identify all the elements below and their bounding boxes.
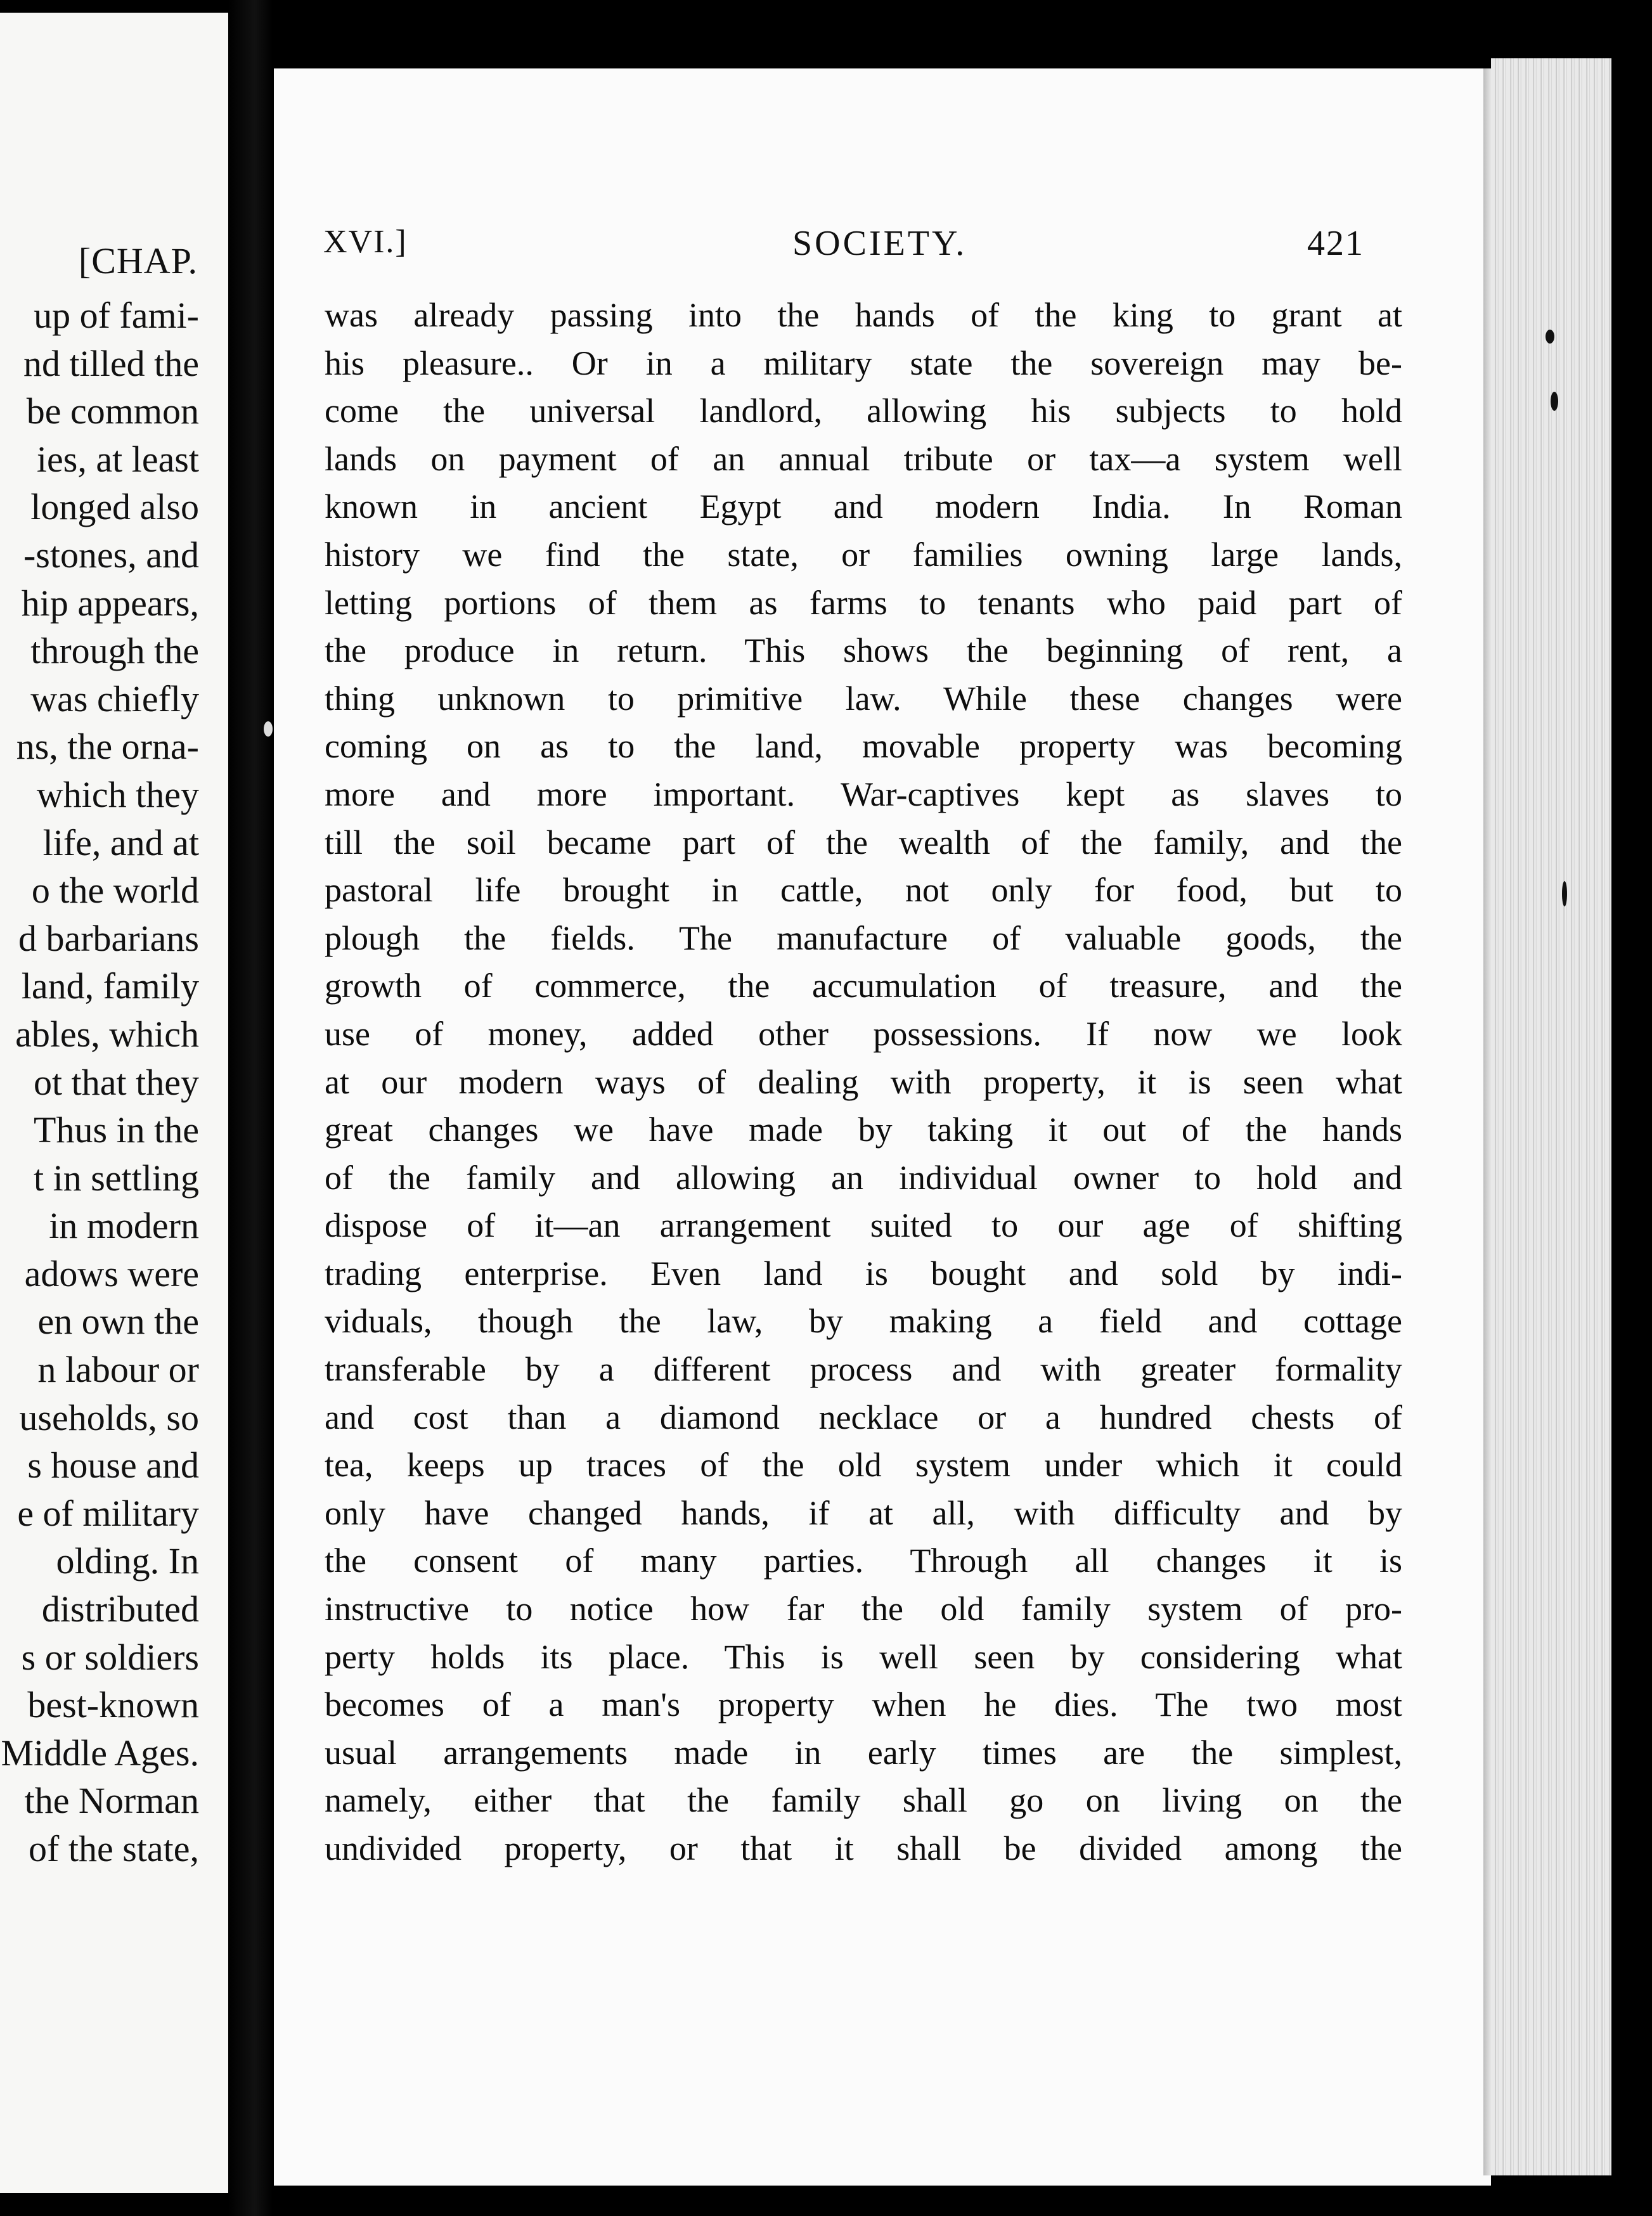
book-page xyxy=(274,68,1491,2186)
left-text-line: n labour or xyxy=(37,1349,199,1391)
text-line: plough the fields. The manufacture of valuable goods, the xyxy=(325,918,1402,957)
text-line: lands on payment of an annual tribute or tax—a system well xyxy=(325,439,1402,478)
left-text-line: en own the xyxy=(37,1301,199,1343)
left-text-line: t in settling xyxy=(34,1157,199,1199)
text-line: at our modern ways of dealing with property, it is seen what xyxy=(325,1062,1402,1101)
text-line: becomes of a man's property when he dies. The two most xyxy=(325,1685,1402,1724)
left-text-line: life, and at xyxy=(42,821,199,863)
text-line: only have changed hands, if at all, with difficulty and by xyxy=(325,1493,1402,1532)
left-text-line: longed also xyxy=(30,486,199,528)
text-line: and cost than a diamond necklace or a hundred chests of xyxy=(325,1398,1402,1436)
page-body-text xyxy=(325,292,1402,1873)
text-line: of the family and allowing an individual owner to hold and xyxy=(325,1158,1402,1197)
text-line: dispose of it—an arrangement suited to our age of shifting xyxy=(325,1206,1402,1245)
left-text-line: -stones, and xyxy=(23,534,199,576)
scan-speck xyxy=(1551,392,1558,411)
left-text-line: Middle Ages. xyxy=(1,1732,199,1774)
left-text-line: Thus in the xyxy=(34,1109,199,1151)
text-line: usual arrangements made in early times are the simplest, xyxy=(325,1733,1402,1772)
text-line: history we find the state, or families owning large lands, xyxy=(325,535,1402,574)
left-text-line: land, family xyxy=(21,965,199,1007)
text-line: growth of commerce, the accumulation of treasure, and the xyxy=(325,967,1402,1005)
text-line: more and more important. War-captives kept as slaves to xyxy=(325,775,1402,813)
left-text-line: be common xyxy=(26,390,199,432)
left-text-line: ables, which xyxy=(15,1013,199,1055)
left-running-head: [CHAP. xyxy=(78,240,198,281)
text-line: great changes we have made by taking it out of the hands xyxy=(325,1111,1402,1149)
text-line: letting portions of them as farms to tenants who paid part of xyxy=(325,583,1402,622)
left-text-line: best-known xyxy=(27,1684,199,1726)
left-text-line: o the world xyxy=(31,870,199,912)
text-line: pastoral life brought in cattle, not only for food, but to xyxy=(325,871,1402,910)
running-title: SOCIETY. xyxy=(792,224,967,263)
text-line: instructive to notice how far the old family system of pro- xyxy=(325,1590,1402,1628)
left-page-text xyxy=(0,292,199,1873)
book-gutter xyxy=(228,0,273,2216)
left-text-line: s house and xyxy=(27,1445,199,1486)
left-text-line: distributed xyxy=(41,1588,199,1630)
left-text-line: through the xyxy=(30,630,199,672)
text-line: use of money, added other possessions. If now we look xyxy=(325,1014,1402,1053)
left-text-line: which they xyxy=(36,773,199,815)
text-line: the produce in return. This shows the beginning of rent, a xyxy=(325,631,1402,670)
text-line: namely, either that the family shall go on living on the xyxy=(325,1781,1402,1820)
text-line: coming on as to the land, movable property was becoming xyxy=(325,727,1402,766)
left-text-line: in modern xyxy=(49,1205,199,1247)
text-line: his pleasure.. Or in a military state the sovereign may be- xyxy=(325,344,1402,382)
left-text-line: nd tilled the xyxy=(23,342,199,384)
left-text-line: adows were xyxy=(24,1253,199,1294)
scan-speck xyxy=(1546,330,1554,344)
text-line: known in ancient Egypt and modern India. In Roman xyxy=(325,487,1402,526)
left-text-line: d barbarians xyxy=(18,917,199,959)
left-text-line: of the state, xyxy=(29,1828,199,1869)
running-head xyxy=(323,223,1491,267)
left-text-line: ies, at least xyxy=(36,438,199,480)
text-line: tea, keeps up traces of the old system under which it could xyxy=(325,1446,1402,1485)
text-line: viduals, though the law, by making a field and cottage xyxy=(325,1302,1402,1341)
text-line: undivided property, or that it shall be divided among the xyxy=(325,1829,1402,1867)
page-stack-edge xyxy=(1491,58,1611,2175)
text-line: till the soil became part of the wealth of the family, and the xyxy=(325,823,1402,861)
text-line: was already passing into the hands of the king to grant at xyxy=(325,296,1402,334)
left-text-line: olding. In xyxy=(56,1540,199,1582)
left-text-line: the Norman xyxy=(24,1780,199,1822)
scan-speck xyxy=(264,721,273,737)
scan-speck xyxy=(1562,881,1567,906)
left-text-line: was chiefly xyxy=(30,678,199,719)
left-text-line: up of fami- xyxy=(34,295,199,336)
left-text-line: e of military xyxy=(17,1492,199,1534)
chapter-number: XVI.] xyxy=(323,224,408,260)
text-line: come the universal landlord, allowing his subjects to hold xyxy=(325,392,1402,430)
previous-page-fragment xyxy=(0,13,228,2193)
left-text-line: ot that they xyxy=(34,1061,199,1103)
text-line: transferable by a different process and with greater formality xyxy=(325,1350,1402,1389)
left-text-line: hip appears, xyxy=(21,582,199,624)
left-text-line: ns, the orna- xyxy=(16,726,199,768)
left-text-line: s or soldiers xyxy=(21,1636,199,1678)
text-line: trading enterprise. Even land is bought and sold by indi- xyxy=(325,1254,1402,1292)
text-line: the consent of many parties. Through all changes it is xyxy=(325,1542,1402,1580)
page-number: 421 xyxy=(1307,224,1364,263)
text-line: perty holds its place. This is well seen by considering what xyxy=(325,1637,1402,1676)
text-line: thing unknown to primitive law. While these changes were xyxy=(325,679,1402,718)
left-text-line: useholds, so xyxy=(19,1396,199,1438)
